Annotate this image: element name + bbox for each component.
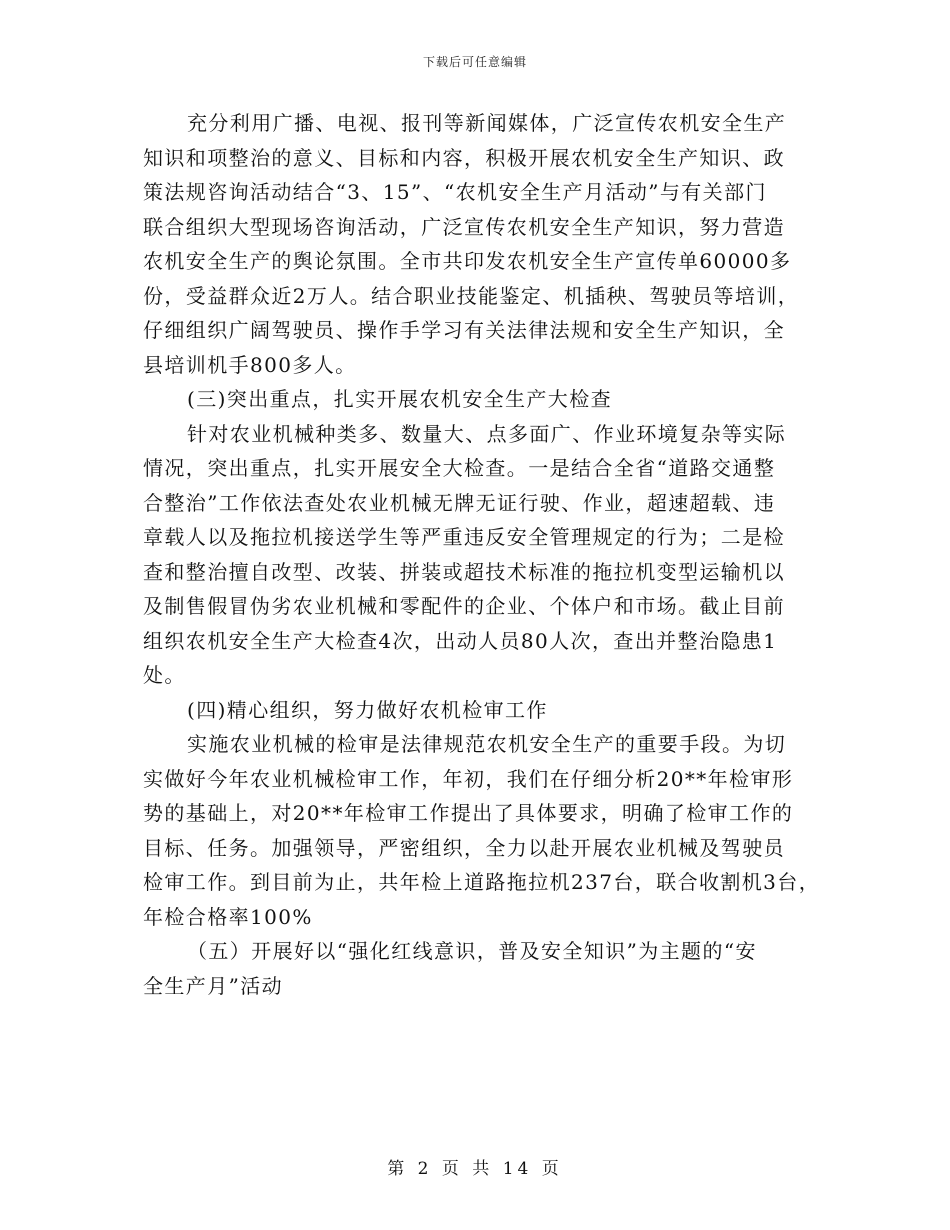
paragraph-line: 联合组织大型现场咨询活动，广泛宣传农机安全生产知识，努力营造 <box>143 214 785 239</box>
paragraph-line: 全生产月”活动 <box>143 973 284 998</box>
section-heading-3: (三)突出重点，扎实开展农机安全生产大检查 <box>187 387 613 411</box>
paragraph-line: 知识和项整治的意义、目标和内容，积极开展农机安全生产知识、政 <box>143 145 785 170</box>
section-heading-4: (四)精心组织，努力做好农机检审工作 <box>187 697 548 722</box>
paragraph-line: 仔细组织广阔驾驶员、操作手学习有关法律法规和安全生产知识，全 <box>143 318 785 342</box>
paragraph-line: 份，受益群众近2万人。结合职业技能鉴定、机插秧、驾驶员等培训， <box>143 283 800 308</box>
paragraph-line: 农机安全生产的舆论氛围。全市共印发农机安全生产宣传单60000多 <box>143 249 792 273</box>
paragraph-line: 年检合格率100% <box>143 904 313 929</box>
paragraph-line: 章载人以及拖拉机接送学生等严重违反安全管理规定的行为；二是检 <box>143 525 785 549</box>
paragraph-line: 实施农业机械的检审是法律规范农机安全生产的重要手段。为切 <box>187 732 787 756</box>
paragraph-line: 充分利用广播、电视、报刊等新闻媒体，广泛宣传农机安全生产 <box>187 111 787 135</box>
paragraph-line: 查和整治擅自改型、改装、拼装或超技术标准的拖拉机变型运输机以 <box>143 559 785 584</box>
header-note: 下载后可任意编辑 <box>422 55 527 69</box>
paragraph-line: 针对农业机械种类多、数量大、点多面广、作业环境复杂等实际 <box>187 421 787 446</box>
paragraph-line: 及制售假冒伪劣农业机械和零配件的企业、个体户和市场。截止目前 <box>143 594 785 618</box>
section-heading-5: （五）开展好以“强化红线意识，普及安全知识”为主题的“安 <box>187 939 757 963</box>
page-number: 第 2 页 共 14 页 <box>387 1159 563 1179</box>
paragraph-line: 势的基础上，对20**年检审工作提出了具体要求，明确了检审工作的 <box>143 801 794 825</box>
paragraph-line: 策法规咨询活动结合“3、15”、“农机安全生产月活动”与有关部门 <box>143 180 767 204</box>
paragraph-line: 合整治”工作依法查处农业机械无牌无证行驶、作业，超速超载、违 <box>143 490 776 515</box>
paragraph-line: 情况，突出重点，扎实开展安全大检查。一是结合全省“道路交通整 <box>143 456 776 480</box>
paragraph-line: 县培训机手800多人。 <box>143 352 357 377</box>
paragraph-line: 目标、任务。加强领导，严密组织，全力以赴开展农业机械及驾驶员 <box>143 835 785 860</box>
paragraph-line: 实做好今年农业机械检审工作，年初，我们在仔细分析20**年检审形 <box>143 766 794 791</box>
paragraph-line: 检审工作。到目前为止，共年检上道路拖拉机237台，联合收割机3台， <box>143 870 821 894</box>
paragraph-line: 组织农机安全生产大检查4次，出动人员80人次，查出并整治隐患1 <box>143 628 778 653</box>
paragraph-line: 处。 <box>143 663 186 687</box>
document-body <box>143 106 833 1003</box>
